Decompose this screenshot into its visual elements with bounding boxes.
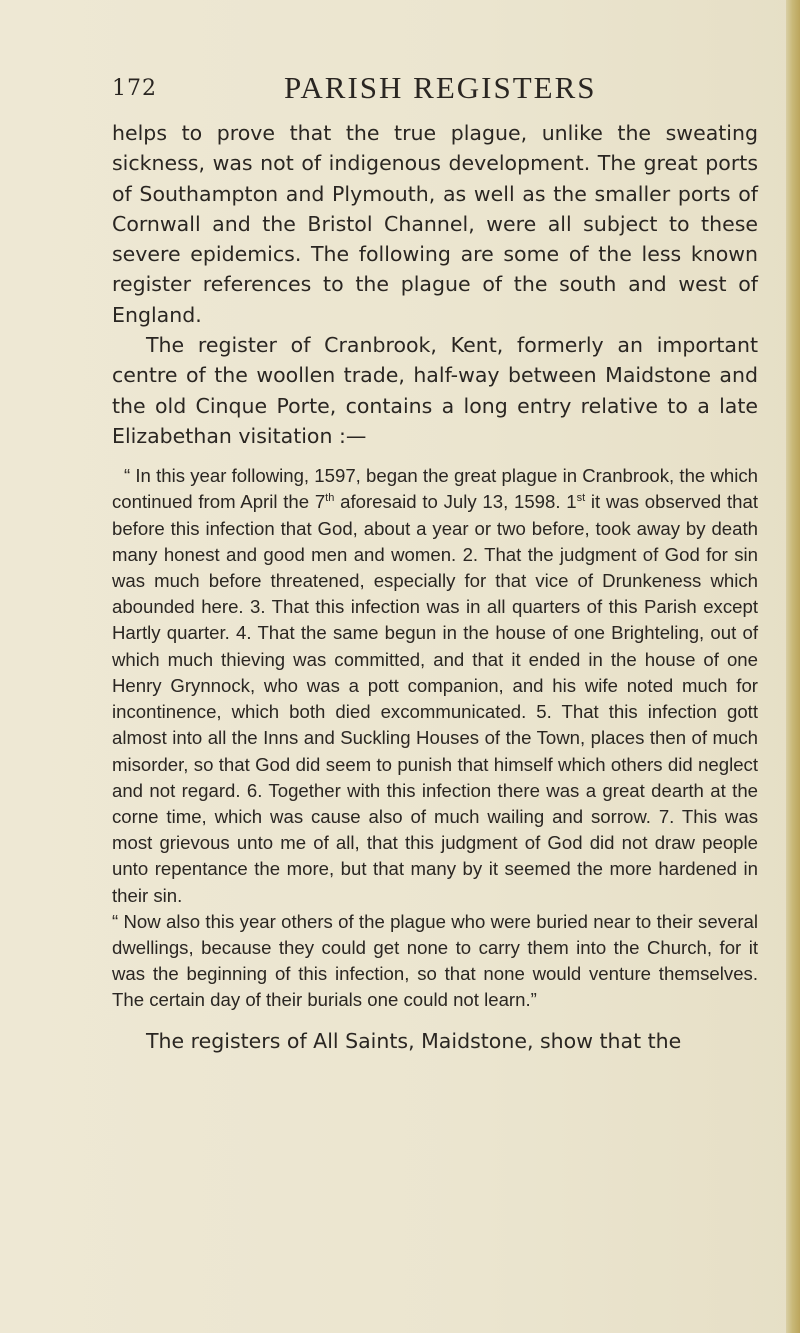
quote-text-c: it was observed that before this infection that God, about a year or two before, took away by death many honest and good men and women. 2. That the judgment of God for sin was much before threatened, especially for that vice of Drunkeness which abounded here. 3. That this infection was in all quarters of this Parish except Hartly quarter. 4. That the same begun in the house of one Brighteling, out of which much thieving was committed, and that it ended in the house of one Henry Grynnock, who was a pott companion, and his wife noted much for incontinence, which both died excommunicated. 5. That this infection gott almost into all the Inns and Suckling Houses of the Town, places then of much misorder, so that God did seem to punish that himself which others did neglect and not regard. 6. Together with this infection there was a great dearth at the corne time, which was cause also of much wailing and sorrow. 7. This was most grievous unto me of all, that this judgment of God did not draw people unto repentance the more, but that many by it seemed the more hardened in their sin. [112,491,759,906]
body-text [112,118,758,1056]
quoted-register-entry [112,463,758,1013]
quote-text-b: aforesaid to July 13, 1598. 1 [334,491,577,513]
running-title: PARISH REGISTERS [284,70,597,105]
page-number: 172 [112,76,157,101]
page-header [112,70,752,110]
paragraph-1: helps to prove that the true plague, unlike the sweating sickness, was not of indigenous development. The great ports of Southampton and Plymouth, as well as the smaller ports of Cornwall and the Bristol Channel, were all subject to these severe epidemics. The following are some of the less known register references to the plague of the south and west of England. [112,121,758,327]
intro-section [112,118,758,451]
ordinal-suffix: st [576,492,586,505]
quote-paragraph-2: “ Now also this year others of the plague who were buried near to their several dwellings, because they could get none to carry them into the Church, for it was the beginning of this infection, so that none would venture themselves. The certain day of their burials one could not learn.” [112,910,758,1011]
quote-paragraph-1 [112,463,758,908]
closing-line: The registers of All Saints, Maidstone, show that the [146,1028,682,1053]
paragraph-2: The register of Cranbrook, Kent, formerly an important centre of the woollen trade, half-way between Maidstone and the old Cinque Porte, contains a long entry relative to a late Elizabethan visitation :— [112,333,758,448]
quote-text-a: “ In this year following, 1597, began the great plague in Cranbrook, the which continued from April the 7 [112,465,758,513]
ordinal-suffix: th [325,492,335,505]
page-edge [786,0,800,1333]
